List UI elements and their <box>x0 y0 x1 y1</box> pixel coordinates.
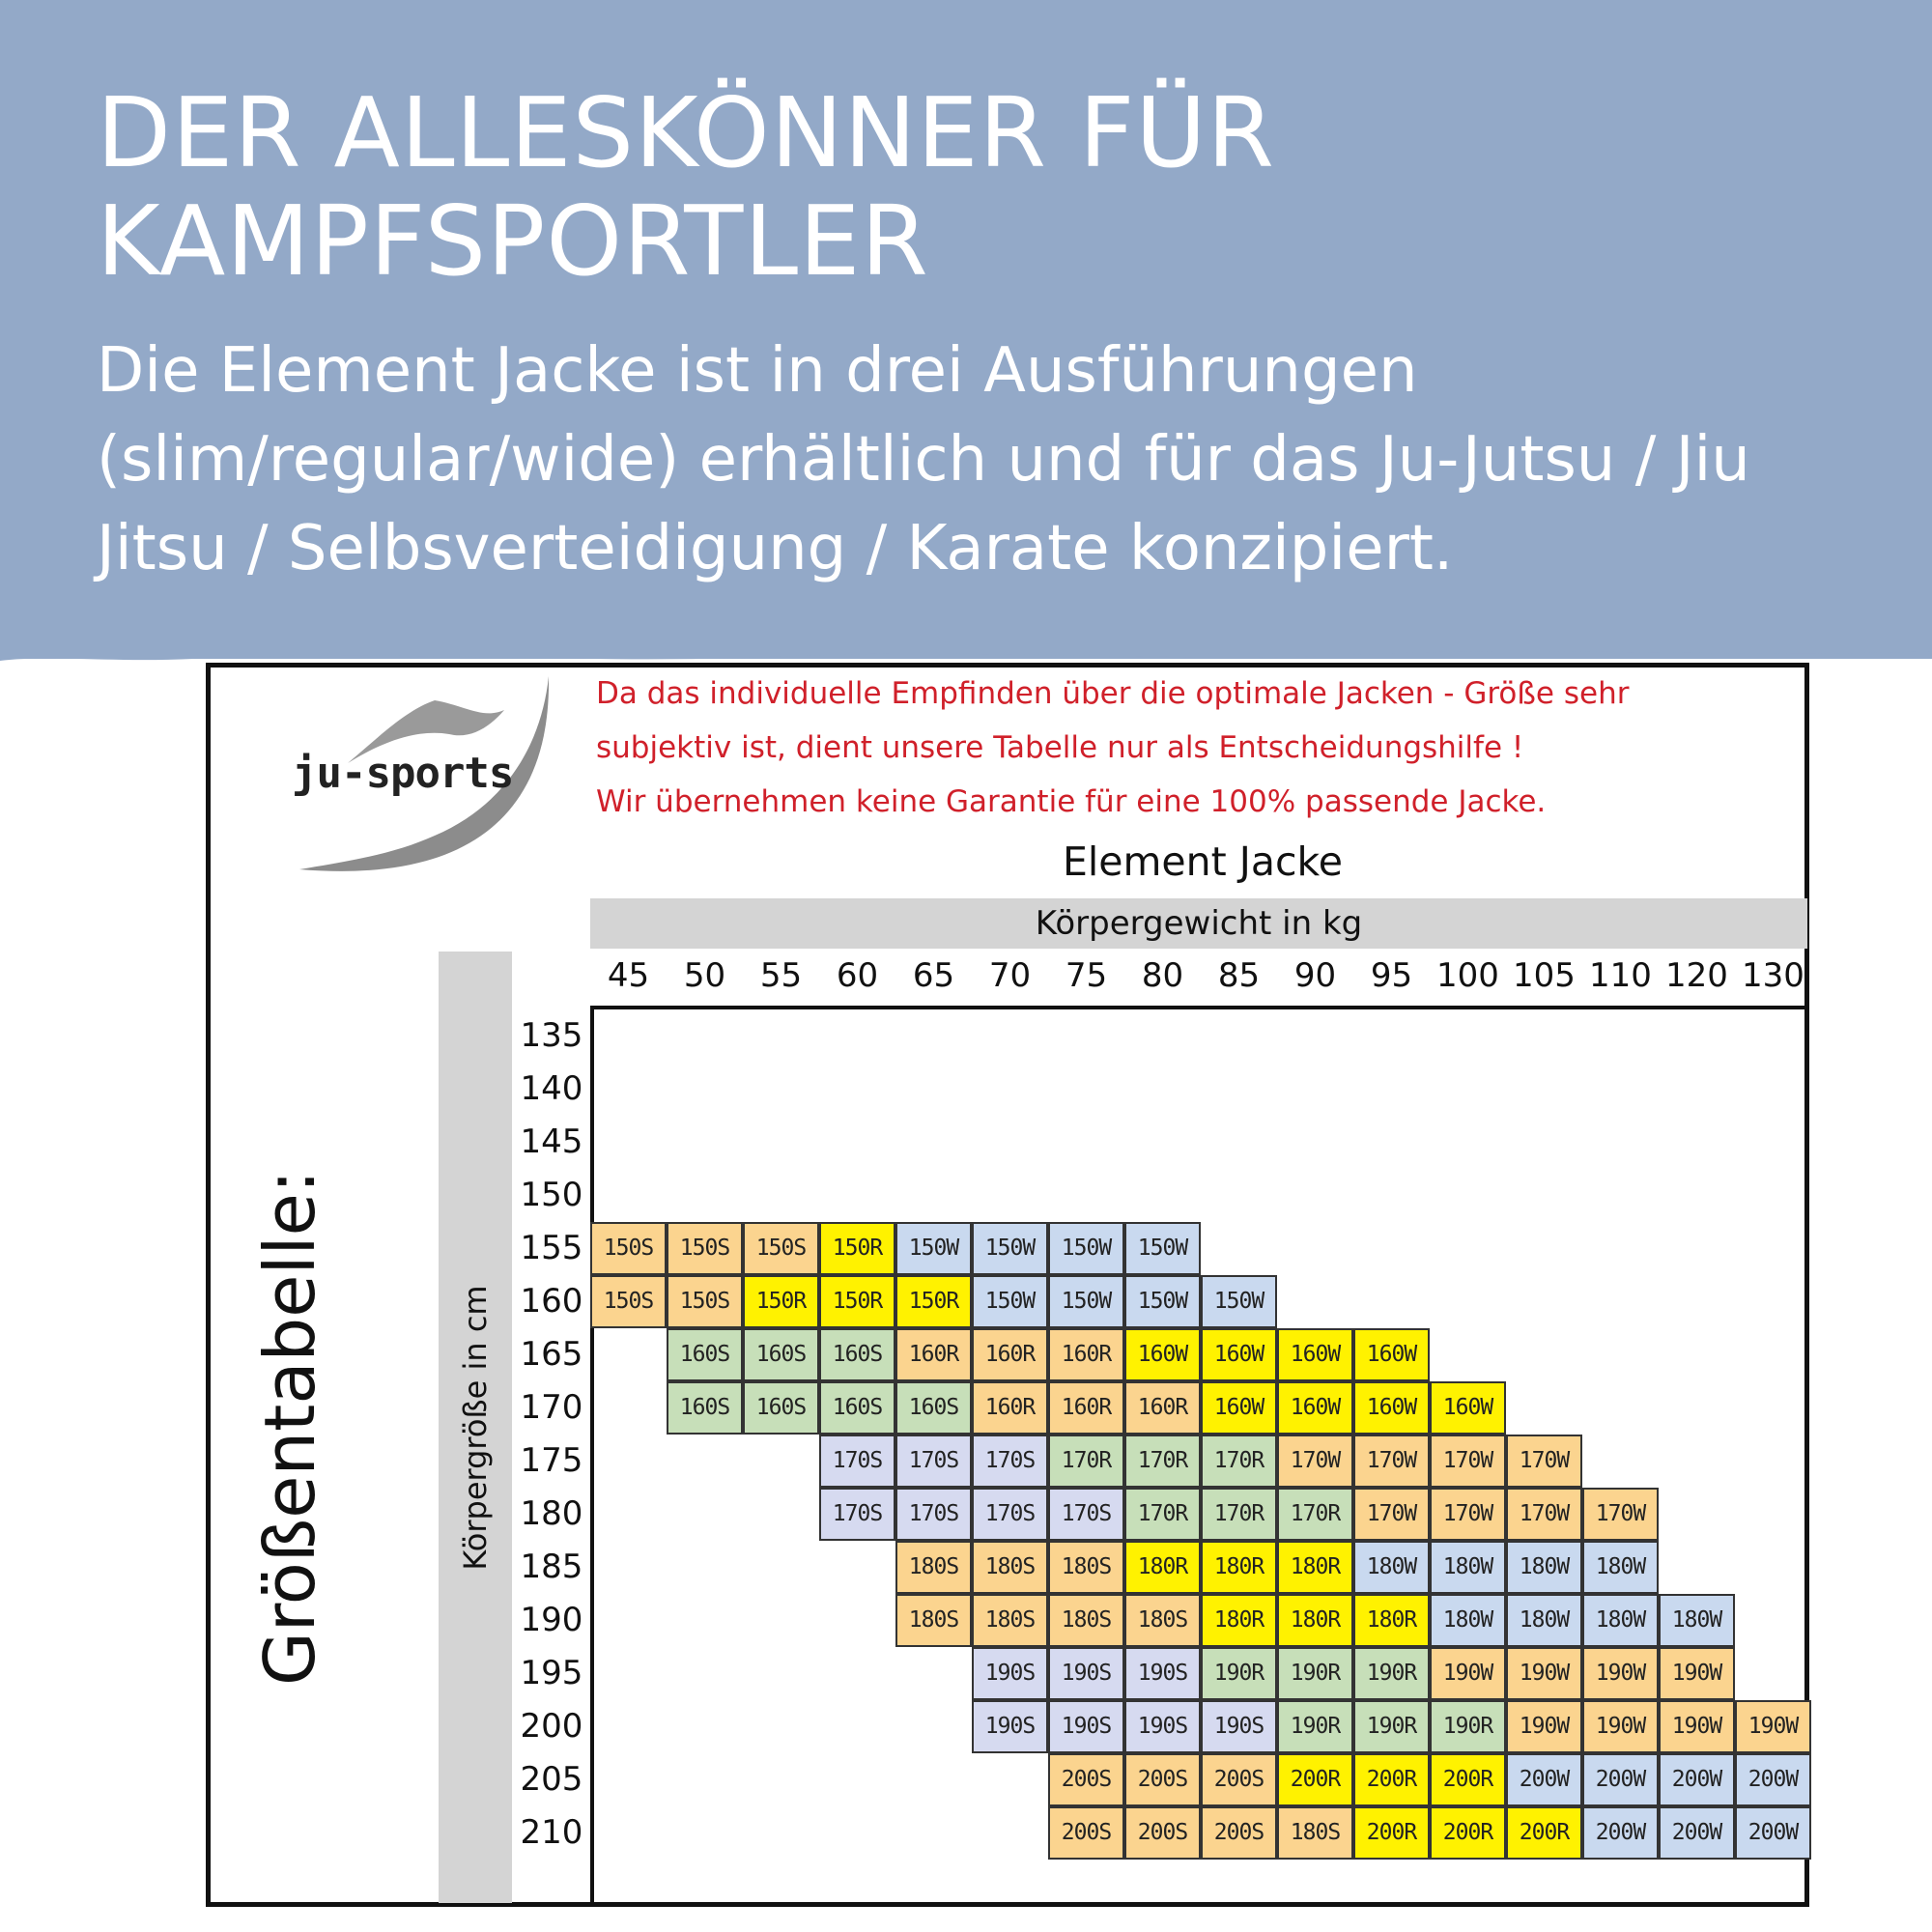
size-cell: 180S <box>972 1541 1048 1594</box>
size-cell: 180W <box>1659 1594 1735 1647</box>
size-cell: 200W <box>1659 1753 1735 1806</box>
height-label: 170 <box>520 1388 583 1427</box>
size-cell: 190W <box>1735 1700 1811 1753</box>
size-cell: 190W <box>1659 1700 1735 1753</box>
size-cell: 160W <box>1353 1328 1430 1381</box>
size-cell: 180R <box>1124 1541 1201 1594</box>
height-label: 205 <box>520 1760 583 1799</box>
size-cell: 160S <box>819 1328 895 1381</box>
size-cell: 170R <box>1124 1488 1201 1541</box>
size-cell: 190W <box>1506 1647 1582 1700</box>
size-cell: 170W <box>1430 1488 1506 1541</box>
page-title <box>97 76 1835 298</box>
height-label: 135 <box>520 1016 583 1055</box>
size-cell: 180S <box>895 1541 972 1594</box>
size-cell: 190W <box>1582 1700 1659 1753</box>
size-cell: 190W <box>1506 1700 1582 1753</box>
description-line: Die Element Jacke ist in drei Ausführungen <box>97 335 1418 407</box>
size-cell: 170W <box>1277 1435 1353 1488</box>
size-cell: 170W <box>1506 1435 1582 1488</box>
size-cell: 180R <box>1353 1594 1430 1647</box>
size-cell: 170S <box>972 1488 1048 1541</box>
weight-label: 110 <box>1589 956 1652 995</box>
size-cell: 190S <box>1124 1647 1201 1700</box>
size-cell: 160W <box>1277 1328 1353 1381</box>
size-cell: 190W <box>1659 1647 1735 1700</box>
disclaimer-line: Da das individuelle Empfinden über die optimale Jacken - Größe sehr <box>596 676 1630 711</box>
size-cell: 200W <box>1582 1753 1659 1806</box>
size-cell: 170R <box>1277 1488 1353 1541</box>
height-label: 195 <box>520 1654 583 1692</box>
size-cell: 190S <box>1124 1700 1201 1753</box>
size-cell: 190W <box>1430 1647 1506 1700</box>
weight-label: 50 <box>683 956 726 995</box>
height-label: 185 <box>520 1548 583 1586</box>
weight-label: 130 <box>1742 956 1804 995</box>
page-description <box>97 327 1855 593</box>
size-cell: 150W <box>1124 1222 1201 1275</box>
size-cell: 150W <box>1201 1275 1277 1328</box>
disclaimer-line: subjektiv ist, dient unsere Tabelle nur als Entscheidungshilfe ! <box>596 730 1524 765</box>
size-cell: 170W <box>1353 1488 1430 1541</box>
size-cell: 150R <box>819 1222 895 1275</box>
weight-label: 45 <box>607 956 650 995</box>
size-cell: 200R <box>1430 1753 1506 1806</box>
size-cell: 180R <box>1201 1541 1277 1594</box>
size-cell: 170S <box>819 1435 895 1488</box>
disclaimer-line: Wir übernehmen keine Garantie für eine 100% passende Jacke. <box>596 784 1547 819</box>
size-table-title: Größentabelle: <box>249 1169 330 1687</box>
size-cell: 180W <box>1582 1541 1659 1594</box>
size-cell: 180R <box>1277 1541 1353 1594</box>
size-cell: 200S <box>1201 1753 1277 1806</box>
size-cell: 170W <box>1353 1435 1430 1488</box>
weight-label: 90 <box>1293 956 1337 995</box>
title-line: DER ALLESKÖNNER FÜR <box>97 76 1276 189</box>
size-cell: 150W <box>895 1222 972 1275</box>
height-label: 145 <box>520 1122 583 1161</box>
size-cell: 160W <box>1201 1381 1277 1435</box>
size-cell: 170R <box>1201 1435 1277 1488</box>
size-cell: 180W <box>1353 1541 1430 1594</box>
size-cell: 170R <box>1201 1488 1277 1541</box>
height-label: 165 <box>520 1335 583 1374</box>
size-cell: 160S <box>667 1381 743 1435</box>
size-cell: 170W <box>1430 1435 1506 1488</box>
size-cell: 170S <box>819 1488 895 1541</box>
height-label: 190 <box>520 1601 583 1639</box>
description-line: Jitsu / Selbsverteidigung / Karate konzipiert. <box>97 513 1454 584</box>
height-label: 200 <box>520 1707 583 1746</box>
size-cell: 150W <box>1124 1275 1201 1328</box>
size-cell: 150W <box>972 1222 1048 1275</box>
size-cell: 180S <box>1048 1594 1124 1647</box>
size-cell: 160W <box>1353 1381 1430 1435</box>
size-cell: 200W <box>1659 1806 1735 1860</box>
size-cell: 170R <box>1124 1435 1201 1488</box>
size-cell: 200R <box>1353 1806 1430 1860</box>
weight-label: 100 <box>1436 956 1499 995</box>
height-label: 155 <box>520 1229 583 1267</box>
size-cell: 190S <box>1201 1700 1277 1753</box>
size-cell: 150W <box>972 1275 1048 1328</box>
size-cell: 180S <box>1048 1541 1124 1594</box>
size-cell: 190W <box>1582 1647 1659 1700</box>
weight-label: 80 <box>1141 956 1184 995</box>
size-cell: 150S <box>590 1275 667 1328</box>
size-cell: 150R <box>895 1275 972 1328</box>
title-line: KAMPFSPORTLER <box>97 185 929 298</box>
size-cell: 150W <box>1048 1275 1124 1328</box>
size-cell: 200W <box>1735 1806 1811 1860</box>
size-cell: 160R <box>972 1381 1048 1435</box>
size-cell: 180R <box>1277 1594 1353 1647</box>
size-cell: 150S <box>590 1222 667 1275</box>
height-label: 160 <box>520 1282 583 1321</box>
size-cell: 180W <box>1430 1541 1506 1594</box>
weight-label: 120 <box>1665 956 1728 995</box>
size-cell: 160W <box>1124 1328 1201 1381</box>
size-cell: 190S <box>1048 1700 1124 1753</box>
height-label: 175 <box>520 1441 583 1480</box>
size-cell: 150R <box>819 1275 895 1328</box>
height-label: 210 <box>520 1813 583 1852</box>
weight-header-row <box>590 952 1807 1000</box>
size-cell: 200S <box>1124 1753 1201 1806</box>
size-cell: 190R <box>1277 1700 1353 1753</box>
size-cell: 150S <box>743 1222 819 1275</box>
size-cell: 160S <box>819 1381 895 1435</box>
size-cell: 170R <box>1048 1435 1124 1488</box>
height-label: 150 <box>520 1176 583 1214</box>
size-cell: 160S <box>895 1381 972 1435</box>
size-cell: 170S <box>895 1488 972 1541</box>
size-cell: 150S <box>667 1275 743 1328</box>
description-line: (slim/regular/wide) erhältlich und für das Ju-Jutsu / Jiu <box>97 424 1750 496</box>
product-name: Element Jacke <box>1062 838 1344 885</box>
size-cell: 190R <box>1353 1647 1430 1700</box>
size-cell: 150W <box>1048 1222 1124 1275</box>
size-cell: 180R <box>1201 1594 1277 1647</box>
size-cell: 180W <box>1506 1541 1582 1594</box>
weight-label: 105 <box>1513 956 1576 995</box>
size-cell: 200R <box>1430 1806 1506 1860</box>
size-cell: 160W <box>1201 1328 1277 1381</box>
weight-axis-label: Körpergewicht in kg <box>590 898 1807 949</box>
size-cell: 190R <box>1353 1700 1430 1753</box>
size-cell: 170S <box>895 1435 972 1488</box>
size-cell: 160R <box>1124 1381 1201 1435</box>
weight-label: 95 <box>1370 956 1413 995</box>
size-cell: 170S <box>1048 1488 1124 1541</box>
size-cell: 160R <box>972 1328 1048 1381</box>
size-cell: 200W <box>1582 1806 1659 1860</box>
size-cell: 160R <box>1048 1381 1124 1435</box>
weight-label: 65 <box>912 956 955 995</box>
weight-label: 85 <box>1217 956 1261 995</box>
size-cell: 200S <box>1124 1806 1201 1860</box>
size-cell: 180W <box>1430 1594 1506 1647</box>
size-cell: 180S <box>895 1594 972 1647</box>
size-cell: 200W <box>1506 1753 1582 1806</box>
size-cell: 200W <box>1735 1753 1811 1806</box>
size-cell: 190R <box>1277 1647 1353 1700</box>
weight-label: 60 <box>836 956 879 995</box>
size-cell: 190S <box>972 1647 1048 1700</box>
size-cell: 200S <box>1048 1753 1124 1806</box>
size-cell: 160W <box>1277 1381 1353 1435</box>
weight-label: 70 <box>988 956 1032 995</box>
size-cell: 170S <box>972 1435 1048 1488</box>
size-cell: 170W <box>1582 1488 1659 1541</box>
size-cell: 190S <box>972 1700 1048 1753</box>
size-cell: 200R <box>1506 1806 1582 1860</box>
size-cell: 180W <box>1582 1594 1659 1647</box>
weight-label: 75 <box>1065 956 1108 995</box>
height-label: 180 <box>520 1494 583 1533</box>
size-cell: 150S <box>667 1222 743 1275</box>
weight-label: 55 <box>759 956 803 995</box>
size-grid <box>590 1006 1807 1907</box>
size-cell: 190R <box>1430 1700 1506 1753</box>
height-axis-label: Körpergröße in cm <box>457 1285 494 1571</box>
size-cell: 190R <box>1201 1647 1277 1700</box>
size-cell: 160W <box>1430 1381 1506 1435</box>
size-cell: 180S <box>972 1594 1048 1647</box>
size-cell: 160R <box>1048 1328 1124 1381</box>
size-cell: 160R <box>895 1328 972 1381</box>
size-cell: 200R <box>1353 1753 1430 1806</box>
size-cell: 160S <box>743 1381 819 1435</box>
size-cell: 200S <box>1048 1806 1124 1860</box>
size-cell: 180S <box>1124 1594 1201 1647</box>
size-cell: 180S <box>1277 1806 1353 1860</box>
size-cell: 170W <box>1506 1488 1582 1541</box>
height-label: 140 <box>520 1069 583 1108</box>
size-cell: 160S <box>743 1328 819 1381</box>
size-cell: 160S <box>667 1328 743 1381</box>
size-cell: 150R <box>743 1275 819 1328</box>
logo-text: ju-sports <box>292 749 514 798</box>
size-cell: 200R <box>1277 1753 1353 1806</box>
size-cell: 190S <box>1048 1647 1124 1700</box>
size-cell: 200S <box>1201 1806 1277 1860</box>
disclaimer <box>596 667 1794 829</box>
size-cell: 180W <box>1506 1594 1582 1647</box>
